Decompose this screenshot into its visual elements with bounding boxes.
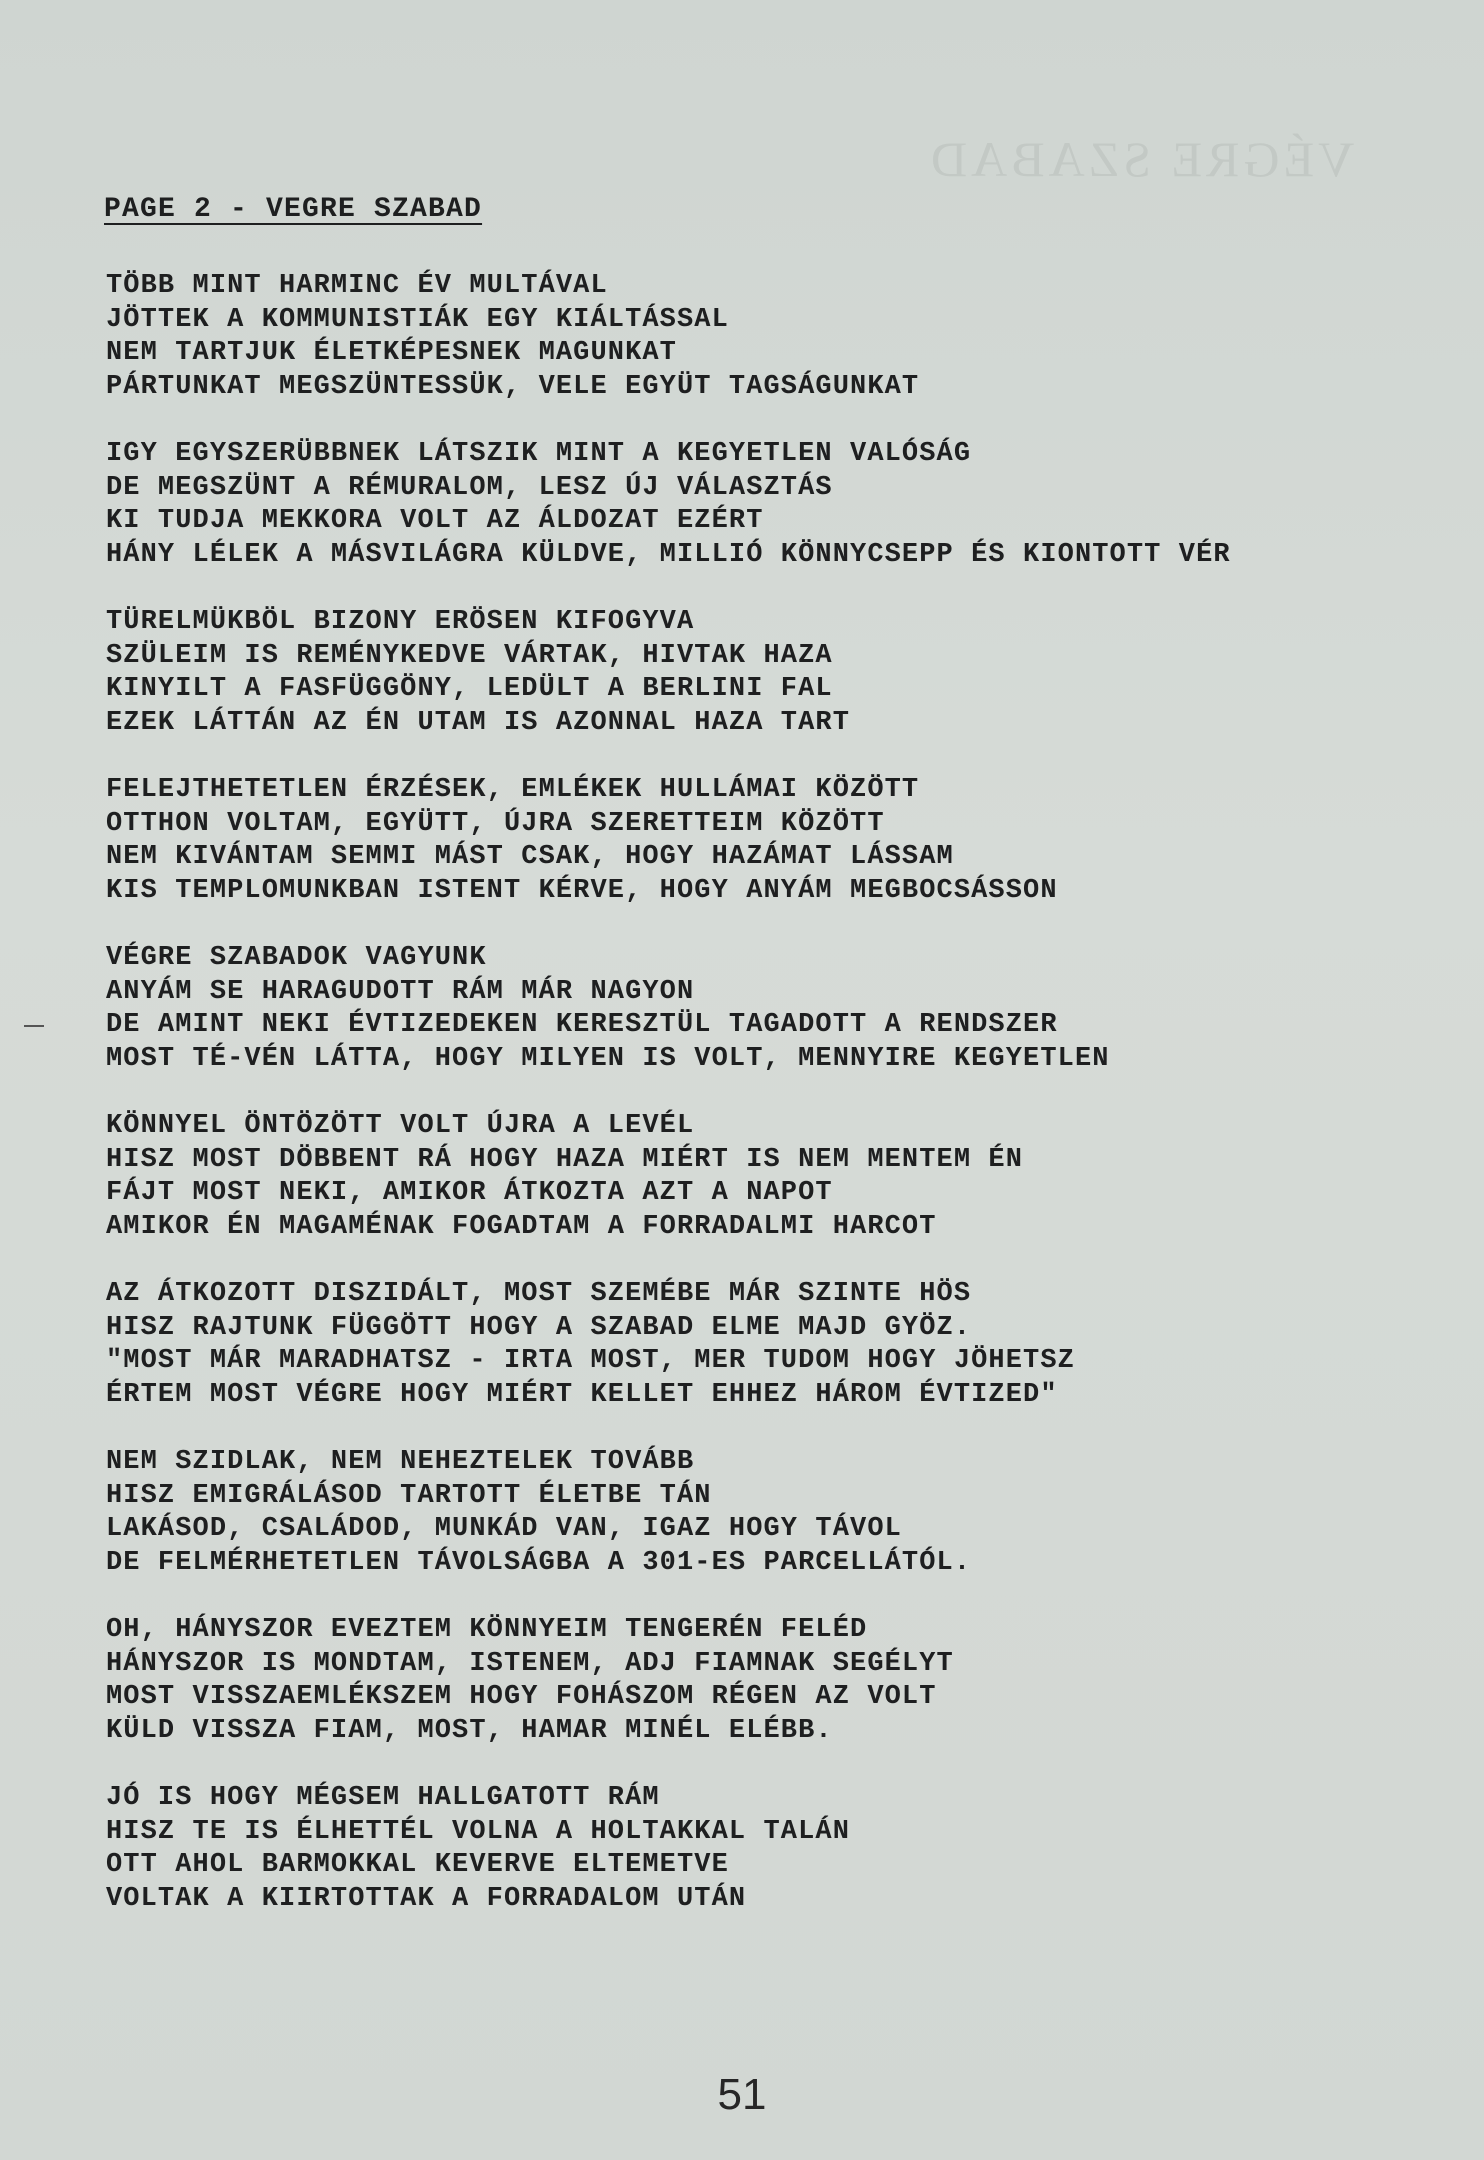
poem-line: OTT AHOL BARMOKKAL KEVERVE ELTEMETVE bbox=[106, 1850, 729, 1880]
page-number: 51 bbox=[717, 2070, 767, 2119]
poem-line: NEM SZIDLAK, NEM NEHEZTELEK TOVÁBB bbox=[106, 1447, 695, 1477]
poem-line: SZÜLEIM IS REMÉNYKEDVE VÁRTAK, HIVTAK HAZA bbox=[106, 640, 833, 671]
poem-line: ÉRTEM MOST VÉGRE HOGY MIÉRT KELLET EHHEZ HÁROM ÉVTIZED" bbox=[106, 1379, 1058, 1410]
poem-line: HISZ MOST DÖBBENT RÁ HOGY HAZA MIÉRT IS NEM MENTEM ÉN bbox=[106, 1144, 1024, 1175]
poem-line: MOST VISSZAEMLÉKSZEM HOGY FOHÁSZOM RÉGEN AZ VOLT bbox=[106, 1682, 937, 1712]
poem-line: AMIKOR ÉN MAGAMÉNAK FOGADTAM A FORRADALMI HARCOT bbox=[106, 1211, 937, 1242]
poem-line: VÉGRE SZABADOK VAGYUNK bbox=[106, 943, 487, 973]
poem-line: FÁJT MOST NEKI, AMIKOR ÁTKOZTA AZT A NAPOT bbox=[106, 1178, 833, 1208]
poem-line: JÖTTEK A KOMMUNISTIÁK EGY KIÁLTÁSSAL bbox=[106, 304, 729, 335]
poem-line: NEM TARTJUK ÉLETKÉPESNEK MAGUNKAT bbox=[106, 338, 677, 368]
stanza-7 bbox=[106, 1278, 1466, 1412]
stanza-3 bbox=[106, 606, 1466, 740]
poem-line: KÜLD VISSZA FIAM, MOST, HAMAR MINÉL ELÉBB. bbox=[106, 1715, 833, 1746]
poem-line: EZEK LÁTTÁN AZ ÉN UTAM IS AZONNAL HAZA TART bbox=[106, 707, 851, 738]
poem-line: OTTHON VOLTAM, EGYÜTT, ÚJRA SZERETTEIM KÖZÖTT bbox=[106, 808, 885, 839]
margin-mark bbox=[24, 1025, 44, 1027]
poem-line: MOST TÉ-VÉN LÁTTA, HOGY MILYEN IS VOLT, MENNYIRE KEGYETLEN bbox=[106, 1043, 1110, 1074]
poem-line: AZ ÁTKOZOTT DISZIDÁLT, MOST SZEMÉBE MÁR SZINTE HÖS bbox=[106, 1279, 972, 1309]
poem-line: HISZ TE IS ÉLHETTÉL VOLNA A HOLTAKKAL TALÁN bbox=[106, 1816, 851, 1847]
poem-line: TÖBB MINT HARMINC ÉV MULTÁVAL bbox=[106, 271, 608, 301]
stanza-5 bbox=[106, 942, 1466, 1076]
poem-line: KINYILT A FASFÜGGÖNY, LEDÜLT A BERLINI FAL bbox=[106, 674, 833, 704]
poem-line: KIS TEMPLOMUNKBAN ISTENT KÉRVE, HOGY ANYÁM MEGBOCSÁSSON bbox=[106, 875, 1058, 906]
poem-line: IGY EGYSZERÜBBNEK LÁTSZIK MINT A KEGYETLEN VALÓSÁG bbox=[106, 439, 972, 469]
poem-line: LAKÁSOD, CSALÁDOD, MUNKÁD VAN, IGAZ HOGY TÁVOL bbox=[106, 1514, 902, 1544]
poem-line: KI TUDJA MEKKORA VOLT AZ ÁLDOZAT EZÉRT bbox=[106, 506, 764, 536]
poem-line: "MOST MÁR MARADHATSZ - IRTA MOST, MER TUDOM HOGY JÖHETSZ bbox=[106, 1346, 1075, 1376]
poem-line: DE FELMÉRHETETLEN TÁVOLSÁGBA A 301-ES PARCELLÁTÓL. bbox=[106, 1547, 972, 1578]
poem-line: HISZ RAJTUNK FÜGGÖTT HOGY A SZABAD ELME MAJD GYÖZ. bbox=[106, 1312, 972, 1343]
poem-line: FELEJTHETETLEN ÉRZÉSEK, EMLÉKEK HULLÁMAI KÖZÖTT bbox=[106, 775, 920, 805]
stanza-2 bbox=[106, 438, 1466, 572]
poem-line: NEM KIVÁNTAM SEMMI MÁST CSAK, HOGY HAZÁMAT LÁSSAM bbox=[106, 842, 954, 872]
poem-line: TÜRELMÜKBÖL BIZONY ERÖSEN KIFOGYVA bbox=[106, 607, 695, 637]
poem-line: KÖNNYEL ÖNTÖZÖTT VOLT ÚJRA A LEVÉL bbox=[106, 1111, 695, 1141]
poem-line: ANYÁM SE HARAGUDOTT RÁM MÁR NAGYON bbox=[106, 976, 695, 1007]
poem-line: PÁRTUNKAT MEGSZÜNTESSÜK, VELE EGYÜT TAGSÁGUNKAT bbox=[106, 371, 920, 402]
poem-line: HÁNYSZOR IS MONDTAM, ISTENEM, ADJ FIAMNAK SEGÉLYT bbox=[106, 1648, 954, 1679]
stanza-10 bbox=[106, 1782, 1466, 1916]
poem-line: DE MEGSZÜNT A RÉMURALOM, LESZ ÚJ VÁLASZTÁS bbox=[106, 472, 833, 503]
page-header: PAGE 2 - VEGRE SZABAD bbox=[104, 194, 483, 225]
stanza-1 bbox=[106, 270, 1466, 404]
show-through-text: VÉGRE SZABAD bbox=[926, 131, 1354, 187]
stanza-6 bbox=[106, 1110, 1466, 1244]
stanza-8 bbox=[106, 1446, 1466, 1580]
poem-line: DE AMINT NEKI ÉVTIZEDEKEN KERESZTÜL TAGADOTT A RENDSZER bbox=[106, 1010, 1058, 1040]
poem-line: HÁNY LÉLEK A MÁSVILÁGRA KÜLDVE, MILLIÓ KÖNNYCSEPP ÉS KIONTOTT VÉR bbox=[106, 539, 1231, 570]
stanza-4 bbox=[106, 774, 1466, 908]
poem-line: OH, HÁNYSZOR EVEZTEM KÖNNYEIM TENGERÉN FELÉD bbox=[106, 1615, 868, 1645]
stanza-9 bbox=[106, 1614, 1466, 1748]
poem-line: HISZ EMIGRÁLÁSOD TARTOTT ÉLETBE TÁN bbox=[106, 1480, 712, 1511]
poem-line: JÓ IS HOGY MÉGSEM HALLGATOTT RÁM bbox=[106, 1783, 660, 1813]
poem-body bbox=[106, 270, 1466, 1950]
poem-line: VOLTAK A KIIRTOTTAK A FORRADALOM UTÁN bbox=[106, 1883, 747, 1914]
